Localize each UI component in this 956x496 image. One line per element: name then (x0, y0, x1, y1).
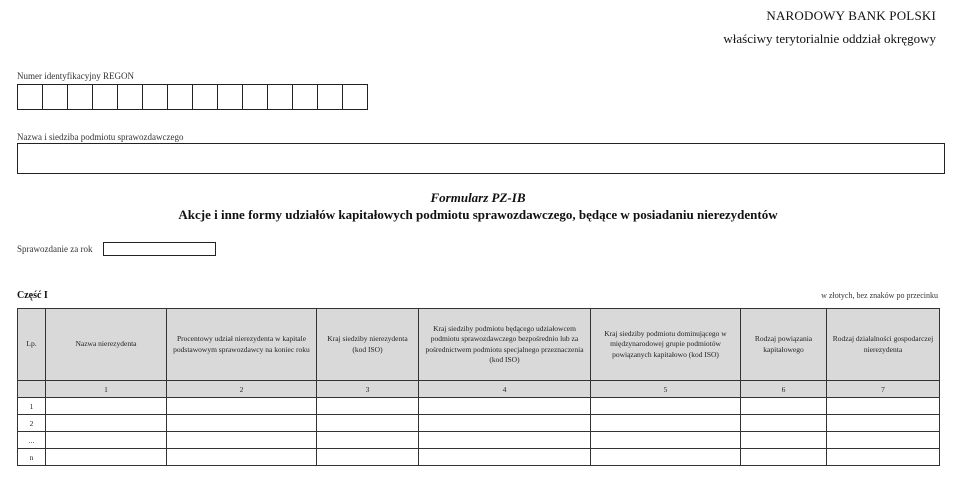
row-number: ... (18, 432, 46, 449)
table-cell[interactable] (419, 415, 591, 432)
column-number (18, 381, 46, 398)
regon-digit-box[interactable] (193, 84, 218, 110)
entity-label: Nazwa i siedziba podmiotu sprawozdawczego (17, 132, 184, 142)
column-header: Kraj siedziby podmiotu będącego udziałowcem podmiotu sprawozdawczego bezpośrednio lub za pośrednictwem podmiotu specjalnego przeznaczenia (kod ISO) (419, 309, 591, 381)
regon-digit-box[interactable] (43, 84, 68, 110)
regon-digit-box[interactable] (168, 84, 193, 110)
column-number: 7 (827, 381, 940, 398)
table-cell[interactable] (317, 415, 419, 432)
column-number: 6 (741, 381, 827, 398)
column-number: 5 (591, 381, 741, 398)
regon-digit-box[interactable] (268, 84, 293, 110)
table-row (18, 449, 940, 466)
table-cell[interactable] (827, 449, 940, 466)
row-number: n (18, 449, 46, 466)
unit-note: w złotych, bez znaków po przecinku (821, 291, 938, 300)
regon-label: Numer identyfikacyjny REGON (17, 71, 134, 81)
row-number: 2 (18, 415, 46, 432)
part-label: Część I (17, 290, 48, 301)
regon-digit-box[interactable] (118, 84, 143, 110)
report-year-label: Sprawozdanie za rok (17, 244, 93, 254)
column-header: Lp. (18, 309, 46, 381)
table-cell[interactable] (591, 398, 741, 415)
regon-digit-box[interactable] (143, 84, 168, 110)
branch-label: właściwy terytorialnie oddział okręgowy (723, 31, 936, 46)
column-header: Rodzaj działalności gospodarczej nierezydenta (827, 309, 940, 381)
regon-digit-box[interactable] (243, 84, 268, 110)
bank-name: NARODOWY BANK POLSKI (766, 8, 936, 23)
table-cell[interactable] (827, 398, 940, 415)
table-cell[interactable] (167, 449, 317, 466)
table-cell[interactable] (741, 449, 827, 466)
table-cell[interactable] (167, 398, 317, 415)
regon-digit-box[interactable] (318, 84, 343, 110)
column-number: 4 (419, 381, 591, 398)
regon-input-boxes[interactable] (17, 84, 368, 110)
table-cell[interactable] (591, 449, 741, 466)
table-cell[interactable] (46, 398, 167, 415)
table-cell[interactable] (827, 432, 940, 449)
table-cell[interactable] (591, 415, 741, 432)
table-cell[interactable] (167, 432, 317, 449)
column-number-row (18, 381, 940, 398)
column-header: Kraj siedziby podmiotu dominującego w międzynarodowej grupie podmiotów powiązanych kapitałowo (kod ISO) (591, 309, 741, 381)
regon-digit-box[interactable] (68, 84, 93, 110)
table-row (18, 432, 940, 449)
column-number: 1 (46, 381, 167, 398)
table-cell[interactable] (317, 432, 419, 449)
entity-name-field[interactable] (17, 143, 945, 174)
table-cell[interactable] (741, 415, 827, 432)
column-header: Nazwa nierezydenta (46, 309, 167, 381)
regon-digit-box[interactable] (343, 84, 368, 110)
column-number: 2 (167, 381, 317, 398)
column-header: Procentowy udział nierezydenta w kapitale podstawowym sprawozdawcy na koniec roku (167, 309, 317, 381)
report-year-field[interactable] (103, 242, 216, 256)
table-cell[interactable] (591, 432, 741, 449)
table-cell[interactable] (46, 432, 167, 449)
table-row (18, 415, 940, 432)
table-cell[interactable] (419, 432, 591, 449)
regon-digit-box[interactable] (93, 84, 118, 110)
table-cell[interactable] (741, 432, 827, 449)
table-cell[interactable] (741, 398, 827, 415)
table-cell[interactable] (46, 449, 167, 466)
form-name: Formularz PZ-IB (430, 190, 526, 205)
column-number: 3 (317, 381, 419, 398)
table-cell[interactable] (167, 415, 317, 432)
table-cell[interactable] (317, 398, 419, 415)
table-cell[interactable] (419, 398, 591, 415)
table-cell[interactable] (46, 415, 167, 432)
regon-digit-box[interactable] (218, 84, 243, 110)
table-header-row (18, 309, 940, 381)
table-cell[interactable] (827, 415, 940, 432)
nonresident-table (17, 308, 940, 466)
table-cell[interactable] (419, 449, 591, 466)
column-header: Kraj siedziby nierezydenta (kod ISO) (317, 309, 419, 381)
regon-digit-box[interactable] (293, 84, 318, 110)
column-header: Rodzaj powiązania kapitałowego (741, 309, 827, 381)
table-cell[interactable] (317, 449, 419, 466)
row-number: 1 (18, 398, 46, 415)
table-row (18, 398, 940, 415)
regon-digit-box[interactable] (18, 84, 43, 110)
form-title: Akcje i inne formy udziałów kapitałowych podmiotu sprawozdawczego, będące w posiadaniu nierezydentów (178, 207, 778, 222)
